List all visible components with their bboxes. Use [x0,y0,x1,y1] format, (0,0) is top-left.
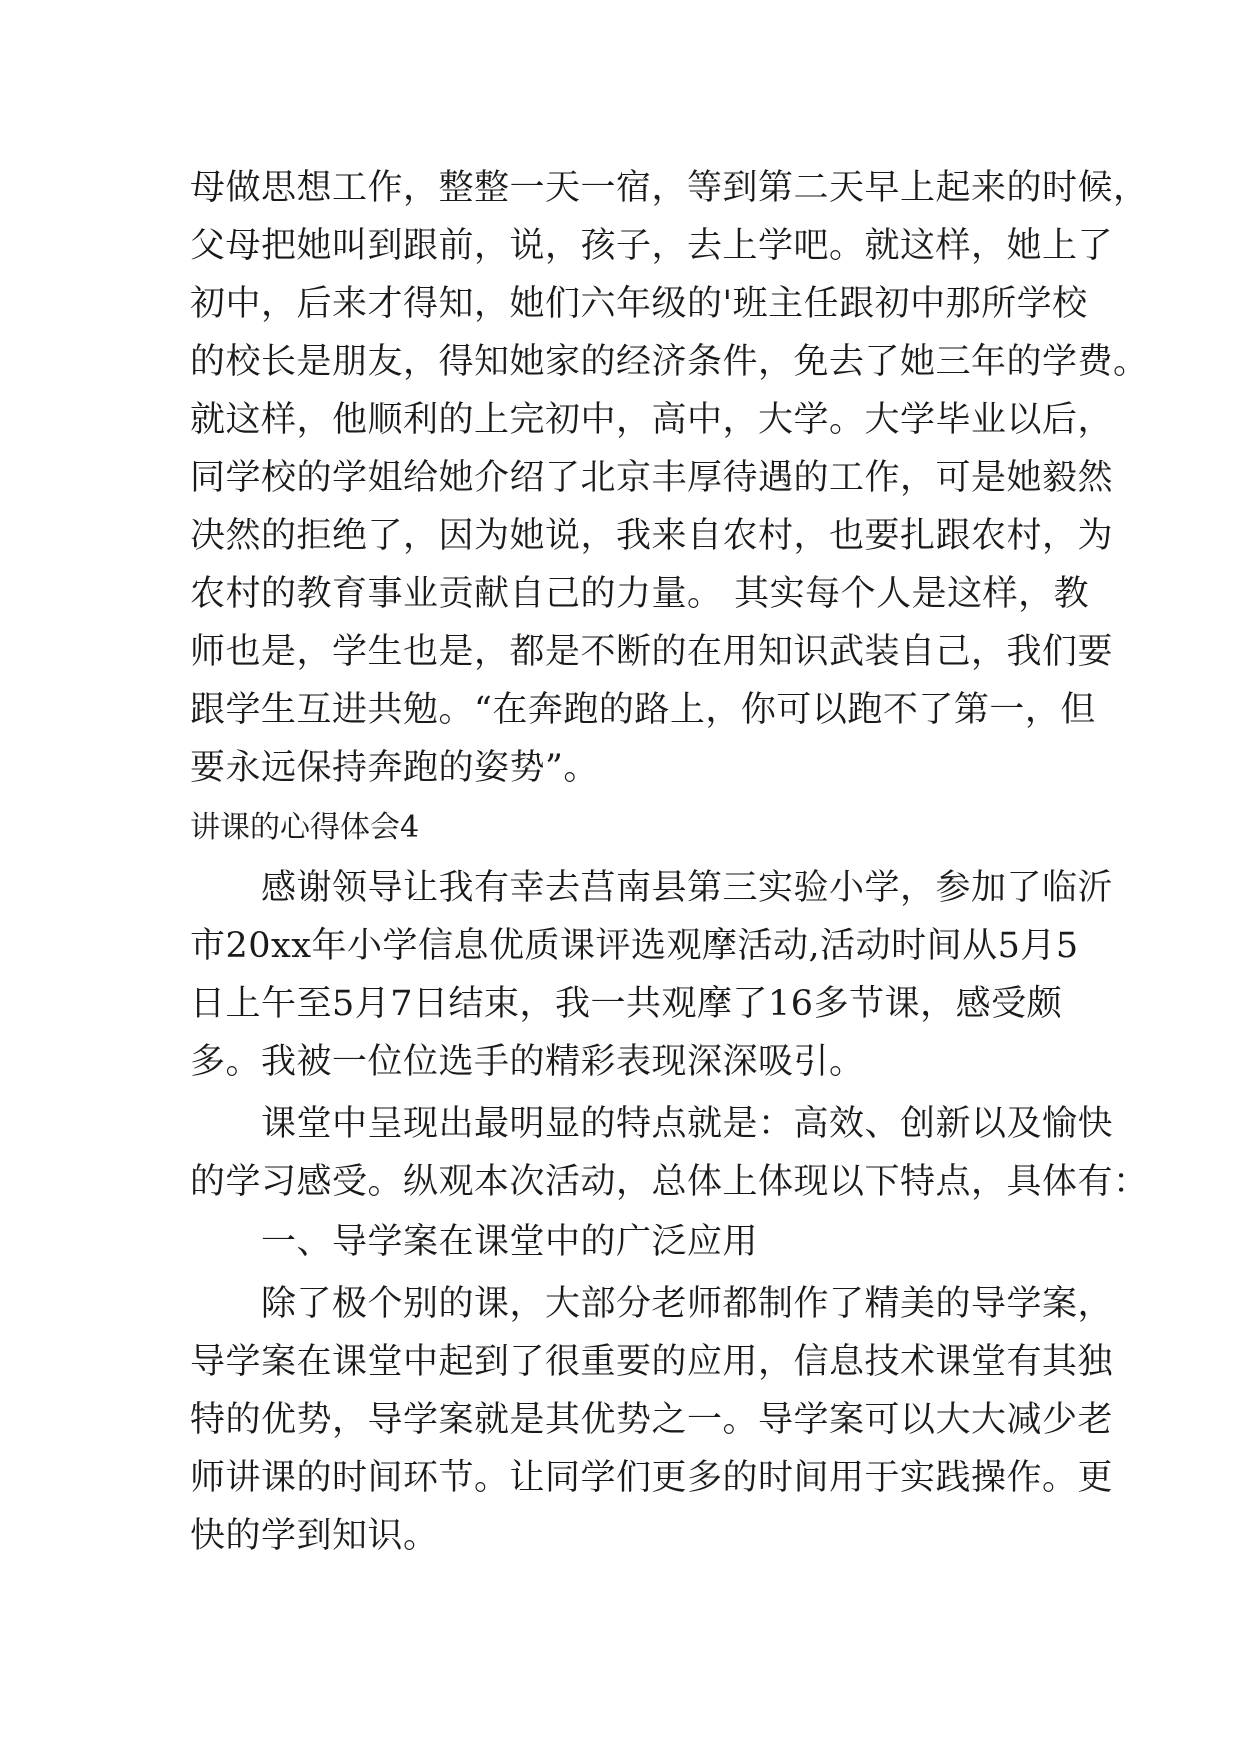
body-line-20: 特的优势，导学案就是其优势之一。导学案可以大大减少老 [190,1400,1114,1440]
body-line-2: 父母把她叫到跟前，说，孩子，去上学吧。就这样，她上了 [190,226,1114,266]
body-line-17: 的学习感受。纵观本次活动，总体上体现以下特点，具体有： [190,1162,1149,1202]
body-line-14: 日上午至5月7日结束，我一共观摩了16多节课，感受颇 [190,984,1063,1024]
body-line-21: 师讲课的时间环节。让同学们更多的时间用于实践操作。更 [190,1458,1114,1498]
body-line-6: 同学校的学姐给她介绍了北京丰厚待遇的工作，可是她毅然 [190,458,1114,498]
body-line-16: 课堂中呈现出最明显的特点就是：高效、创新以及愉快 [190,1104,1114,1144]
body-line-22: 快的学到知识。 [190,1516,439,1556]
body-line-15: 多。我被一位位选手的精彩表现深深吸引。 [190,1042,865,1082]
body-line-11: 要永远保持奔跑的姿势”。 [190,748,599,788]
body-line-8: 农村的教育事业贡献自己的力量。 其实每个人是这样，教 [190,574,1090,614]
body-line-19: 导学案在课堂中起到了很重要的应用，信息技术课堂有其独 [190,1342,1114,1382]
body-line-5: 就这样，他顺利的上完初中，高中，大学。大学毕业以后， [190,400,1114,440]
body-line-3: 初中，后来才得知，她们六年级的'班主任跟初中那所学校 [190,284,1088,324]
body-line-18: 除了极个别的课，大部分老师都制作了精美的导学案， [190,1284,1114,1324]
body-line-12: 感谢领导让我有幸去莒南县第三实验小学，参加了临沂 [190,868,1114,908]
body-line-9: 师也是，学生也是，都是不断的在用知识武装自己，我们要 [190,632,1114,672]
body-line-1: 母做思想工作，整整一天一宿，等到第二天早上起来的时候， [190,168,1149,208]
section-heading: 讲课的心得体会4 [190,810,420,845]
subheading-line: 一、导学案在课堂中的广泛应用 [190,1222,759,1262]
body-line-7: 决然的拒绝了，因为她说，我来自农村，也要扎跟农村，为 [190,516,1114,556]
body-line-4: 的校长是朋友，得知她家的经济条件，免去了她三年的学费。 [190,342,1149,382]
body-line-10: 跟学生互进共勉。“在奔跑的路上，你可以跑不了第一，但 [190,690,1096,730]
body-line-13: 市20xx年小学信息优质课评选观摩活动,活动时间从5月5 [190,926,1079,966]
